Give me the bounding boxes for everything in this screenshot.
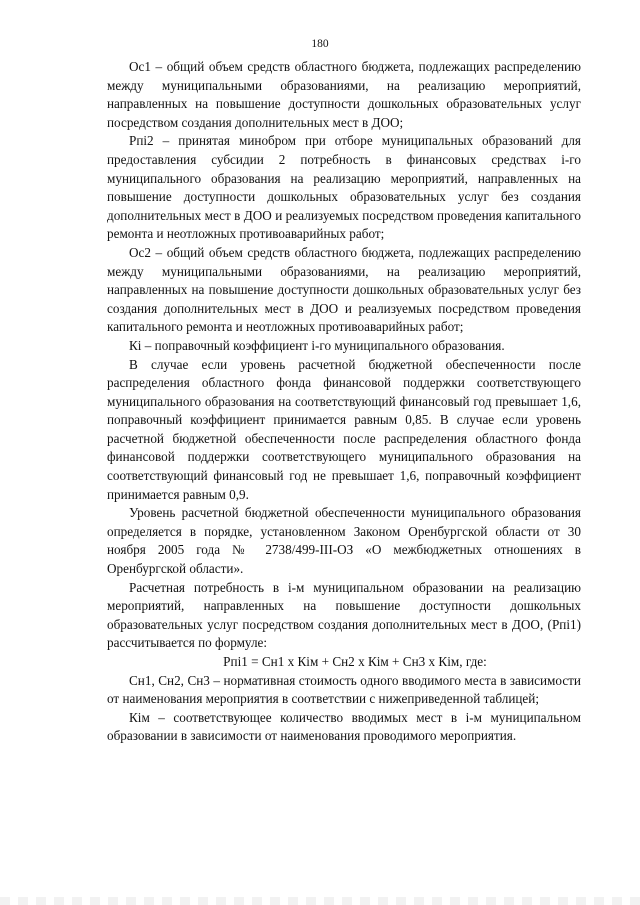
page-number: 180 xyxy=(311,38,329,50)
paragraph-kim-definition: Кiм – соответствующее количество вводимых мест в i-м муниципальном образовании в зависимости от наименования проводимого мероприятия. xyxy=(107,709,581,744)
formula: Рпi1 = Сн1 х Кiм + Сн2 х Кiм + Сн3 х Кiм, где: xyxy=(223,654,487,669)
paragraph-ki: Кi – поправочный коэффициент i-го муниципального образования. xyxy=(129,337,505,353)
paragraph-os2: Ос2 – общий объем средств областного бюджета, подлежащих распределению между муниципальными образованиями, на реализацию мероприятий, направленных на повышение доступности дошкольных образовательных услуг без создания дополнительных мест в ДОО и реализуемых посредством проведения капитального ремонта и неотложных противоаварийных работ; xyxy=(107,244,581,335)
paragraph-coefficient-rule: В случае если уровень расчетной бюджетной обеспеченности после распределения областного фонда финансовой поддержки соответствующего муниципального образования на соответствующий финансовый год превышает 1,6, поправочный коэффициент принимается равным 0,85. В случае если уровень расчетной бюджетной обеспеченности после распределения областного фонда финансовой поддержки соответствующего муниципального образования на соответствующий финансовый год не превышает 1,6, поправочный коэффициент принимается равным 0,9. xyxy=(107,356,581,502)
paragraph-budget-level: Уровень расчетной бюджетной обеспеченности муниципального образования определяется в порядке, установленном Законом Оренбургской области от 30 ноября 2005 года № 2738/499-III-ОЗ «О межбюджетных отношениях в Оренбургской области». xyxy=(107,505,581,577)
paragraph-sn-definition: Сн1, Сн2, Сн3 – нормативная стоимость одного вводимого места в зависимости от наименования мероприятия в соответствии с нижеприведенной таблицей; xyxy=(107,672,581,707)
paragraph-rpi2: Рпi2 – принятая минобром при отборе муниципальных образований для предоставления субсидии 2 потребность в финансовых средствах i-го муниципального образования на реализацию мероприятий, направленных на повышение доступности дошкольных образовательных услуг без создания дополнительных мест в ДОО и реализуемых посредством проведения капитального ремонта и неотложных противоаварийных работ; xyxy=(107,133,581,242)
scan-bottom-noise xyxy=(0,897,640,905)
document-body xyxy=(107,58,581,746)
paragraph-os1: Ос1 – общий объем средств областного бюджета, подлежащих распределению между муниципальными образованиями, на реализацию мероприятий, направленных на повышение доступности дошкольных образовательных услуг посредством создания дополнительных мест в ДОО; xyxy=(107,59,581,130)
paragraph-calculated-need: Расчетная потребность в i-м муниципальном образовании на реализацию мероприятий, направленных на повышение доступности дошкольных образовательных услуг посредством создания дополнительных мест в ДОО, (Рпi1) рассчитывается по формуле: xyxy=(107,579,581,651)
